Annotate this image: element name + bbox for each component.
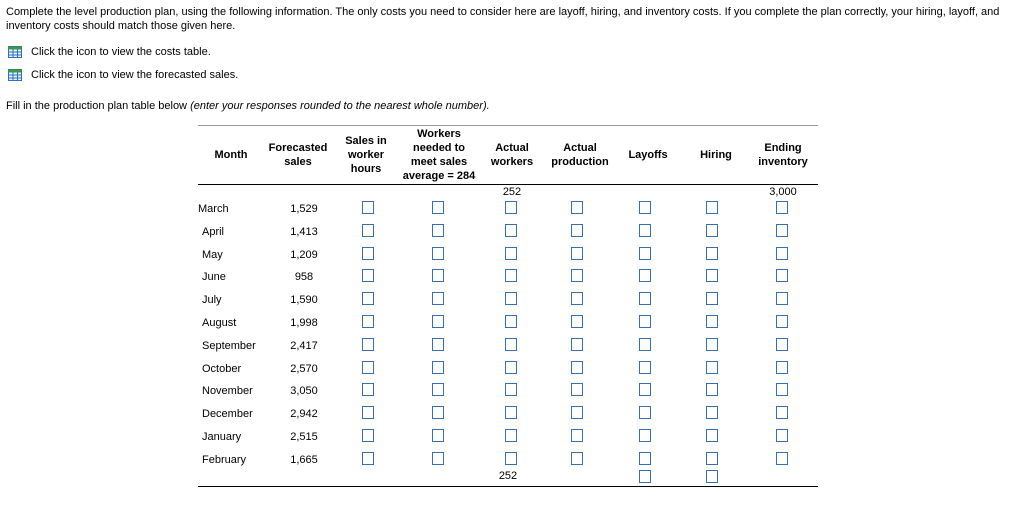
actual-workers-input[interactable] — [505, 269, 517, 282]
table-bottom-rule — [198, 486, 818, 487]
sales-hours-input[interactable] — [362, 292, 374, 305]
actual-production-input[interactable] — [571, 247, 583, 260]
month-label: October — [202, 362, 242, 375]
hiring-input[interactable] — [706, 224, 718, 237]
table-icon[interactable] — [8, 69, 22, 81]
workers-needed-input[interactable] — [432, 361, 444, 374]
month-label: November — [202, 385, 253, 398]
actual-workers-input[interactable] — [505, 315, 517, 328]
ending-inventory-input[interactable] — [776, 361, 788, 374]
forecasted-sales-value: 1,590 — [290, 294, 318, 307]
layoffs-final-input[interactable] — [639, 470, 651, 483]
sales-hours-input[interactable] — [362, 315, 374, 328]
header-sales-hours: Sales in worker hours — [345, 135, 387, 175]
actual-workers-input[interactable] — [505, 429, 517, 442]
actual-workers-input[interactable] — [505, 292, 517, 305]
layoffs-input[interactable] — [639, 361, 651, 374]
header-ending-inventory: Ending inventory — [758, 142, 808, 168]
month-label: July — [202, 294, 222, 307]
month-label: January — [202, 431, 242, 443]
month-label: December — [202, 408, 253, 421]
actual-workers-input[interactable] — [505, 361, 517, 374]
header-actual-production: Actual production — [551, 142, 609, 168]
actual-production-input[interactable] — [571, 269, 583, 282]
header-forecasted-sales: Forecasted sales — [268, 142, 328, 168]
forecasted-sales-value: 2,515 — [290, 431, 318, 443]
actual-workers-input[interactable] — [505, 247, 517, 260]
layoffs-input[interactable] — [639, 338, 651, 351]
workers-needed-input[interactable] — [432, 383, 444, 396]
header-rule — [198, 184, 818, 185]
ending-inventory-input[interactable] — [776, 429, 788, 442]
hiring-input[interactable] — [706, 247, 718, 260]
actual-production-input[interactable] — [571, 292, 583, 305]
sales-hours-input[interactable] — [362, 247, 374, 260]
ending-inventory-input[interactable] — [776, 224, 788, 237]
actual-production-input[interactable] — [571, 429, 583, 442]
forecasted-sales-value: 1,209 — [290, 248, 318, 261]
hiring-input[interactable] — [706, 269, 718, 282]
actual-production-input[interactable] — [571, 201, 583, 214]
instruction-italic: (enter your responses rounded to the nearest whole number). — [190, 100, 490, 112]
ending-inventory-input[interactable] — [776, 338, 788, 351]
hiring-input[interactable] — [706, 201, 718, 214]
actual-workers-end: 252 — [498, 470, 518, 482]
forecasted-sales-value: 2,570 — [290, 362, 318, 375]
actual-workers-input[interactable] — [505, 201, 517, 214]
layoffs-input[interactable] — [639, 269, 651, 282]
month-label: August — [202, 317, 237, 329]
sales-link-row[interactable] — [8, 68, 238, 82]
actual-workers-input[interactable] — [505, 406, 517, 419]
month-label: June — [202, 271, 226, 284]
layoffs-input[interactable] — [639, 452, 651, 465]
table-top-rule — [198, 125, 818, 126]
workers-needed-input[interactable] — [432, 315, 444, 328]
ending-inventory-start: 3,000 — [769, 186, 797, 198]
workers-needed-input[interactable] — [432, 201, 444, 214]
ending-inventory-input[interactable] — [776, 452, 788, 465]
workers-needed-input[interactable] — [432, 292, 444, 305]
workers-needed-input[interactable] — [432, 247, 444, 260]
sales-hours-input[interactable] — [362, 224, 374, 237]
workers-needed-input[interactable] — [432, 452, 444, 465]
forecasted-sales-value: 2,417 — [290, 339, 318, 352]
ending-inventory-input[interactable] — [776, 269, 788, 282]
header-hiring: Hiring — [700, 149, 732, 161]
layoffs-input[interactable] — [639, 429, 651, 442]
forecasted-sales-value: 1,529 — [290, 203, 318, 215]
month-label: April — [202, 225, 225, 238]
layoffs-input[interactable] — [639, 247, 651, 260]
actual-production-input[interactable] — [571, 383, 583, 396]
actual-production-input[interactable] — [571, 406, 583, 419]
sales-hours-input[interactable] — [362, 383, 374, 396]
hiring-input[interactable] — [706, 361, 718, 374]
header-layoffs: Layoffs — [628, 149, 668, 161]
sales-link-label: Click the icon to view the forecasted sales. — [31, 69, 239, 81]
layoffs-input[interactable] — [639, 224, 651, 237]
actual-workers-input[interactable] — [505, 383, 517, 396]
ending-inventory-input[interactable] — [776, 292, 788, 305]
actual-production-input[interactable] — [571, 315, 583, 328]
ending-inventory-input[interactable] — [776, 315, 788, 328]
forecasted-sales-value: 958 — [294, 271, 314, 284]
hiring-input[interactable] — [706, 429, 718, 442]
actual-production-input[interactable] — [571, 338, 583, 351]
costs-link-label: Click the icon to view the costs table. — [31, 46, 211, 58]
ending-inventory-input[interactable] — [776, 247, 788, 260]
intro-text: Complete the level production plan, using the following information. The only costs you need to consider here are layoff, hiring, and inventory costs. If you complete the plan correctly, your hiring, layoff, and inventory costs should match those given here. — [6, 6, 1000, 32]
sales-hours-input[interactable] — [362, 429, 374, 442]
layoffs-input[interactable] — [639, 292, 651, 305]
actual-workers-input[interactable] — [505, 224, 517, 237]
hiring-input[interactable] — [706, 452, 718, 465]
forecasted-sales-value: 1,665 — [290, 453, 318, 466]
month-label: March — [198, 203, 229, 215]
sales-hours-input[interactable] — [362, 338, 374, 351]
ending-inventory-input[interactable] — [776, 406, 788, 419]
instruction-text: Fill in the production plan table below — [6, 100, 191, 112]
layoffs-input[interactable] — [639, 315, 651, 328]
sales-hours-input[interactable] — [362, 361, 374, 374]
sales-hours-input[interactable] — [362, 269, 374, 282]
hiring-input[interactable] — [706, 383, 718, 396]
header-workers-needed: Workers needed to meet sales average = 284 — [402, 128, 476, 182]
actual-production-input[interactable] — [571, 361, 583, 374]
workers-needed-input[interactable] — [432, 269, 444, 282]
sales-hours-input[interactable] — [362, 201, 374, 214]
actual-production-input[interactable] — [571, 452, 583, 465]
forecasted-sales-value: 2,942 — [290, 408, 318, 421]
hiring-final-input[interactable] — [706, 470, 718, 483]
sales-hours-input[interactable] — [362, 452, 374, 465]
hiring-input[interactable] — [706, 315, 718, 328]
forecasted-sales-value: 3,050 — [290, 385, 318, 398]
forecasted-sales-value: 1,413 — [290, 225, 318, 238]
actual-workers-input[interactable] — [505, 452, 517, 465]
layoffs-input[interactable] — [639, 201, 651, 214]
table-icon[interactable] — [8, 46, 22, 58]
hiring-input[interactable] — [706, 338, 718, 351]
instruction — [6, 100, 490, 112]
forecasted-sales-value: 1,998 — [290, 317, 318, 329]
header-month: Month — [214, 149, 248, 161]
workers-needed-input[interactable] — [432, 406, 444, 419]
workers-needed-input[interactable] — [432, 224, 444, 237]
costs-link-row[interactable] — [8, 45, 211, 59]
actual-workers-input[interactable] — [505, 338, 517, 351]
month-label: February — [202, 453, 247, 466]
month-label: September — [202, 339, 256, 352]
hiring-input[interactable] — [706, 292, 718, 305]
workers-needed-input[interactable] — [432, 429, 444, 442]
header-actual-workers: Actual workers — [490, 142, 534, 168]
month-label: May — [202, 248, 223, 261]
ending-inventory-input[interactable] — [776, 383, 788, 396]
layoffs-input[interactable] — [639, 406, 651, 419]
actual-workers-start: 252 — [502, 186, 522, 198]
hiring-input[interactable] — [706, 406, 718, 419]
ending-inventory-input[interactable] — [776, 201, 788, 214]
workers-needed-input[interactable] — [432, 338, 444, 351]
actual-production-input[interactable] — [571, 224, 583, 237]
sales-hours-input[interactable] — [362, 406, 374, 419]
layoffs-input[interactable] — [639, 383, 651, 396]
